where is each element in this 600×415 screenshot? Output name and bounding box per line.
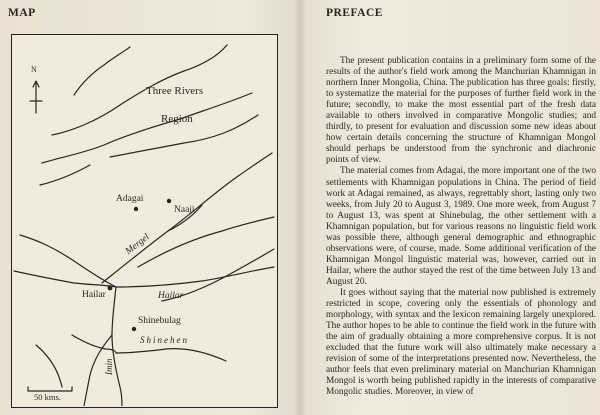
settlement-points bbox=[108, 199, 172, 331]
map-drawing bbox=[12, 35, 276, 406]
map-label-hailar-town: Hailar bbox=[82, 290, 106, 300]
preface-heading: PREFACE bbox=[326, 7, 383, 19]
map-label-region: Region bbox=[161, 113, 193, 125]
map-heading: MAP bbox=[8, 7, 36, 19]
left-page bbox=[0, 0, 299, 415]
preface-text bbox=[326, 56, 596, 398]
preface-paragraph-3: It goes without saying that the material now published is extremely restricted in scope, covering only the essentials of phonology and morphology, with syntax and the lexicon remaining largely unexplored. The author hopes to be able to continue the field work in the future with the aim of gradually obtaining a more comprehensive corpus. It is not excluded that the future work will also ultimately make necessary a revision of some of the interpretations presented now. Nevertheless, the author feels that even preliminary material on Manchurian Khamnigan Mongol is worth being published rapidly in the interests of comparative Mongolic studies. Moreover, in view of bbox=[326, 287, 596, 398]
map-label-adagai: Adagai bbox=[116, 194, 144, 204]
map-label-mergel: Mergel bbox=[124, 232, 152, 257]
map-label-imin: Imin bbox=[104, 358, 114, 375]
map-label-shinehen: Shinehen bbox=[140, 335, 189, 345]
map-label-naaji: Naaji bbox=[174, 205, 195, 215]
map-label-hailar-river: Hailar bbox=[158, 291, 184, 301]
map-frame bbox=[11, 34, 278, 408]
map-label-three-rivers: Three Rivers bbox=[146, 85, 204, 97]
north-arrow-icon bbox=[30, 81, 42, 113]
right-page bbox=[301, 0, 600, 415]
preface-paragraph-2: The material comes from Adagai, the more important one of the two settlements with Khamnigan populations in China. The period of field work at Adagai remained, as always, regrettably short, lasting only two weeks, from July 20 to August 3, 1989. One more week, from August 7 to August 13, was spent at Shinebulag, the other settlement with a Khamnigan population, but for various reasons no linguistic field work was possible there, although general demographic and ethnographic observations were, of course, made. Some additional verification of the Khamnigan Mongol linguistic material was, however, carried out in Hailar, where the author stayed the rest of the time between July 13 and August 20. bbox=[326, 166, 596, 287]
map-label-shinebulag: Shinebulag bbox=[138, 316, 181, 326]
map-label-north: N bbox=[31, 65, 37, 74]
map-scale-label: 50 kms. bbox=[34, 392, 61, 402]
preface-paragraph-1: The present publication contains in a preliminary form some of the results of the author's field work among the Manchurian Khamnigan in northern Inner Mongolia, China. The publication has three goals: firstly, to systematize the material for the purposes of further field work in the future; secondly, to make the most essential part of the fresh data available to others involved in comparative Mongolic studies; and thirdly, to present for evaluation and discussion some new ideas about how certain details concerning the structure of Khamnigan Mongol should perhaps be understood from the synchronic and diachronic points of view. bbox=[326, 56, 596, 166]
